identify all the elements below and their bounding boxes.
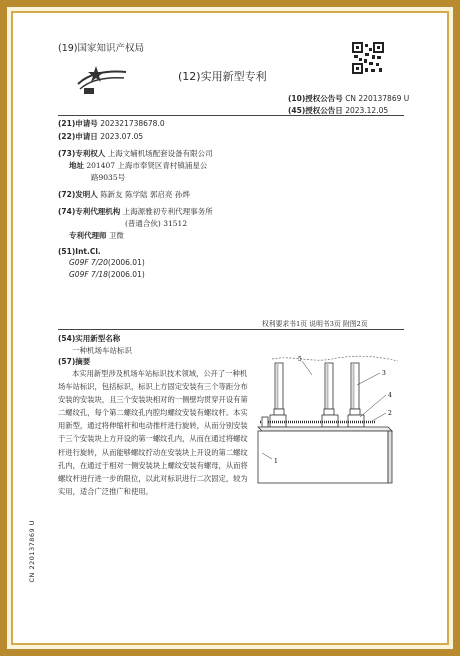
title-label: (54)实用新型名称 <box>58 334 121 343</box>
inventor-label: (72)发明人 <box>58 190 98 199</box>
pub-date: 2023.12.05 <box>345 106 389 115</box>
office-name: (19)国家知识产权局 <box>58 43 145 54</box>
ipc-code-1: G09F 7/20 <box>69 258 108 267</box>
header-divider <box>58 115 404 116</box>
filing-date-label: (22)申请日 <box>58 132 98 141</box>
ipc-date-1: (2006.01) <box>107 258 145 267</box>
filing-date: 2023.07.05 <box>100 132 144 141</box>
address-line-2: 路9035号 <box>91 173 126 182</box>
figure-label: 4 <box>388 392 392 399</box>
cnipa-logo-icon <box>76 62 128 96</box>
pub-no-label: (10)授权公告号 <box>288 94 343 103</box>
section-divider <box>58 329 404 330</box>
ipc-code-2: G09F 7/18 <box>69 270 108 279</box>
figure-label: 2 <box>388 410 392 417</box>
agency-line-1: 上海源雅初专利代理事务所 <box>122 207 213 216</box>
ipc-date-2: (2006.01) <box>107 270 145 279</box>
owner-label: (73)专利权人 <box>58 149 106 158</box>
pages-info: 权利要求书1页 说明书3页 附图2页 <box>262 320 368 328</box>
figure-label: 1 <box>274 458 278 465</box>
intcl-label: (51)Int.Cl. <box>58 247 101 256</box>
abstract-text: 本实用新型涉及机场车站标识技术领域，公开了一种机场车站标识，包括标识，标识上方固定安装有三个等距分布安装的安装块，且三个安装块相对的一侧壁均贯穿开设有第二螺纹孔，每个第二螺纹孔内腔均螺纹安装有螺纹杆。本实用新型，通过将伸缩杆和电动推杆进行旋转，从而分别安装于三个安装块上方开设的第一螺纹孔内，从而在通过将螺纹杆进行旋转，从而能够螺纹拧动在安装块上开设的第二螺纹孔内，在通过于相对一侧安装块上螺纹安装有螺母，从而将螺纹杆进行进一步的限位，以此对标识进行二次固定，较为实用，适合广泛推广和使用。 <box>58 369 248 496</box>
app-no-label: (21)申请号 <box>58 119 98 128</box>
address-line-1: 201407 上海市奉贤区青村镇浦星公 <box>86 161 208 170</box>
agent: 卫微 <box>108 231 124 240</box>
owner: 上海文辅机场配套设备有限公司 <box>107 149 213 158</box>
app-no: 202321738678.0 <box>100 119 165 128</box>
utility-model-title: 一种机场车站标识 <box>72 346 132 355</box>
figure-label: 5 <box>298 356 302 363</box>
side-publication-number: CN 220137869 U <box>28 520 36 583</box>
qr-code-icon <box>352 42 384 74</box>
document-type: (12)实用新型专利 <box>178 70 267 83</box>
agent-label: 专利代理师 <box>69 231 107 240</box>
agency-label: (74)专利代理机构 <box>58 207 121 216</box>
inventors: 陈新友 陈学陆 郭启亮 孙烨 <box>100 190 190 199</box>
abstract-drawing <box>252 355 404 495</box>
pub-date-label: (45)授权公告日 <box>288 106 343 115</box>
abstract-label: (57)摘要 <box>58 357 91 366</box>
pub-no: CN 220137869 U <box>345 94 410 103</box>
figure-label: 3 <box>382 370 386 377</box>
agency-line-2: (普通合伙) 31512 <box>125 219 188 228</box>
address-label: 地址 <box>69 161 84 170</box>
